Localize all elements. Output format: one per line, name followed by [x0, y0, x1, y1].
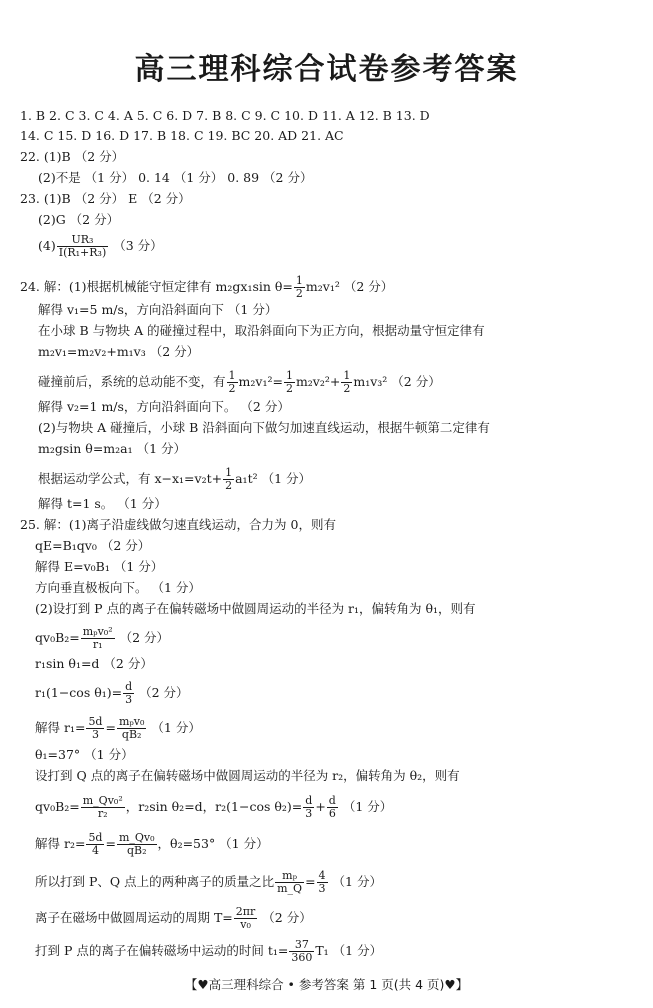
q24-fraction-half: [341, 370, 352, 395]
q25-line-8-text-a: r₁(1−cos θ₁)=: [35, 685, 123, 700]
q24-line-1-text-b: m₂v₁² （2 分）: [305, 279, 394, 294]
fraction-denominator: qB₂: [126, 844, 147, 857]
fraction-denominator: v₀: [240, 918, 251, 931]
fraction-denominator: 2: [343, 382, 351, 395]
q24-line-10: 解得 t=1 s。 （1 分）: [38, 496, 167, 511]
q25-fraction: [317, 870, 328, 895]
fraction-numerator: 2πr: [235, 905, 256, 918]
q22-line-2: (2)不是 （1 分） 0. 14 （1 分） 0. 89 （2 分）: [38, 170, 313, 185]
q25-line-15-text-a: 离子在磁场中做圆周运动的周期 T=: [35, 910, 233, 925]
page-footer: 【♥高三理科综合 • 参考答案 第 1 页(共 4 页)♥】: [184, 977, 469, 992]
fraction-denominator: 2: [295, 287, 303, 300]
mc-answers-row-1: 1. B 2. C 3. C 4. A 5. C 6. D 7. B 8. C 9. C 10. D 11. A 12. B 13. D: [20, 108, 430, 123]
q25-fraction: [123, 681, 134, 706]
q25-fraction: [234, 906, 258, 931]
q22-line-1: 22. (1)B （2 分）: [20, 149, 125, 164]
q25-fraction: [81, 795, 125, 820]
equals-sign: =: [105, 720, 116, 735]
q25-fraction: [327, 795, 338, 820]
q25-line-14-text-b: （1 分）: [328, 874, 382, 889]
q25-line-6: [35, 626, 169, 651]
q25-line-13: [35, 832, 269, 857]
fraction-numerator: d: [328, 794, 336, 807]
q23-line-3-prefix: (4): [38, 238, 56, 253]
q24-line-5-text-a: 碰撞前后，系统的总动能不变，有: [38, 374, 226, 389]
q24-line-9-text-a: 根据运动学公式，有 x−x₁=v₂t+: [38, 471, 223, 486]
q24-fraction-half: [227, 370, 238, 395]
q25-line-9: [35, 716, 201, 741]
q25-line-8: [35, 681, 189, 706]
fraction-denominator: r₂: [97, 807, 108, 820]
q25-fraction: [275, 870, 304, 895]
q23-fraction: [57, 234, 109, 259]
fraction-denominator: 3: [91, 728, 99, 741]
q24-fraction-half: [294, 275, 305, 300]
q25-line-12-text-b: ，r₂sin θ₂=d，r₂(1−cos θ₂)=: [125, 799, 303, 814]
q25-line-6-text-b: （2 分）: [115, 630, 170, 645]
page-title: 高三理科综合试卷参考答案: [134, 52, 519, 87]
fraction-numerator: d: [305, 794, 313, 807]
q25-line-12-text-c: （1 分）: [338, 799, 393, 814]
q25-fraction: [86, 832, 104, 857]
fraction-numerator: 1: [343, 369, 351, 382]
q24-line-7: (2)与物块 A 碰撞后，小球 B 沿斜面向下做匀加速直线运动，根据牛顿第二定律有: [38, 420, 490, 435]
q25-line-14: [35, 870, 382, 895]
fraction-denominator: r₁: [92, 638, 103, 651]
fraction-numerator: 1: [285, 369, 293, 382]
q25-line-11: 设打到 Q 点的离子在偏转磁场中做圆周运动的半径为 r₂，偏转角为 θ₂，则有: [35, 768, 460, 783]
fraction-numerator: m_Qv₀²: [82, 794, 123, 807]
fraction-numerator: mₚv₀²: [82, 625, 113, 638]
q24-fraction-half: [284, 370, 295, 395]
q25-line-3: 解得 E=v₀B₁ （1 分）: [35, 559, 164, 574]
mc-answers-row-2: 14. C 15. D 16. D 17. B 18. C 19. BC 20. AD 21. AC: [20, 128, 344, 143]
q25-line-15: [35, 906, 312, 931]
fraction-numerator: 1: [228, 369, 236, 382]
q25-line-12: [35, 795, 392, 820]
fraction-numerator: 1: [295, 274, 303, 287]
q25-line-7: r₁sin θ₁=d （2 分）: [35, 656, 153, 671]
fraction-denominator: 360: [291, 951, 313, 964]
q25-line-12-text-a: qv₀B₂=: [35, 799, 80, 814]
fraction-denominator: I(R₁+R₃): [58, 246, 107, 259]
q25-line-16-text-b: T₁ （1 分）: [315, 943, 383, 958]
q25-fraction: [81, 626, 115, 651]
q24-line-2: 解得 v₁=5 m/s，方向沿斜面向下 （1 分）: [38, 302, 278, 317]
q25-line-2: qE=B₁qv₀ （2 分）: [35, 538, 151, 553]
fraction-denominator: 3: [125, 693, 133, 706]
q24-line-4: m₂v₁=m₂v₂+m₁v₃ （2 分）: [38, 344, 200, 359]
q25-fraction: [86, 716, 104, 741]
q23-line-3-suffix: （3 分）: [109, 238, 163, 253]
q25-line-16: [35, 939, 382, 964]
q24-line-5: [38, 370, 441, 395]
fraction-numerator: m_Qv₀: [118, 831, 155, 844]
q25-line-14-text-a: 所以打到 P、Q 点上的两种离子的质量之比: [35, 874, 275, 889]
fraction-denominator: qB₂: [121, 728, 142, 741]
q25-line-13-text-b: ，θ₂=53° （1 分）: [157, 836, 269, 851]
fraction-denominator: 3: [318, 882, 326, 895]
q25-fraction: [289, 939, 314, 964]
q24-line-1: [20, 275, 393, 300]
q25-fraction: [117, 716, 146, 741]
fraction-numerator: mₚ: [275, 870, 304, 883]
q25-line-9-text-a: 解得 r₁=: [35, 720, 86, 735]
q25-line-16-text-a: 打到 P 点的离子在偏转磁场中运动的时间 t₁=: [35, 943, 289, 958]
q24-line-9-text-b: a₁t² （1 分）: [235, 471, 312, 486]
fraction-denominator: 2: [285, 382, 293, 395]
fraction-denominator: m_Q: [277, 882, 303, 895]
q24-line-9: [38, 467, 311, 492]
q24-fraction-half: [223, 467, 234, 492]
q25-line-5: (2)设打到 P 点的离子在偏转磁场中做圆周运动的半径为 r₁，偏转角为 θ₁，则有: [35, 601, 476, 616]
equals-sign: =: [105, 836, 116, 851]
q24-line-6: 解得 v₂=1 m/s，方向沿斜面向下。 （2 分）: [38, 399, 290, 414]
q25-line-1: 25. 解：(1)离子沿虚线做匀速直线运动，合力为 0，则有: [20, 517, 336, 532]
fraction-denominator: 3: [305, 807, 313, 820]
q23-line-2: (2)G （2 分）: [38, 212, 120, 227]
q24-line-5-text-b: m₂v₁²=: [238, 374, 283, 389]
q25-fraction: [303, 795, 314, 820]
q25-line-8-text-b: （2 分）: [135, 685, 189, 700]
plus-sign: +: [315, 799, 326, 814]
q25-line-6-text-a: qv₀B₂=: [35, 630, 80, 645]
fraction-numerator: d: [125, 680, 133, 693]
equals-sign: =: [305, 874, 316, 889]
q24-line-1-text-a: 24. 解：(1)根据机械能守恒定律有 m₂gx₁sin θ=: [20, 279, 293, 294]
fraction-numerator: 5d: [88, 831, 103, 844]
q25-line-15-text-b: （2 分）: [258, 910, 312, 925]
q25-fraction: [117, 832, 157, 857]
q25-line-9-text-b: （1 分）: [147, 720, 201, 735]
fraction-numerator: mₚv₀: [118, 715, 145, 728]
fraction-numerator: 37: [289, 939, 314, 952]
q24-line-8: m₂gsin θ=m₂a₁ （1 分）: [38, 441, 187, 456]
q24-line-3: 在小球 B 与物块 A 的碰撞过程中，取沿斜面向下为正方向，根据动量守恒定律有: [38, 323, 485, 338]
q23-line-3: [38, 234, 163, 259]
q25-line-10: θ₁=37° （1 分）: [35, 747, 134, 762]
fraction-numerator: UR₃: [57, 234, 109, 247]
q25-line-4: 方向垂直极板向下。 （1 分）: [35, 580, 201, 595]
fraction-denominator: 6: [328, 807, 336, 820]
q24-line-5-text-d: m₁v₃² （2 分）: [353, 374, 441, 389]
q23-line-1: 23. (1)B （2 分） E （2 分）: [20, 191, 191, 206]
q25-line-13-text-a: 解得 r₂=: [35, 836, 86, 851]
fraction-numerator: 4: [318, 869, 326, 882]
fraction-numerator: 1: [225, 466, 233, 479]
fraction-denominator: 2: [228, 382, 236, 395]
q24-line-5-text-c: m₂v₂²+: [295, 374, 341, 389]
fraction-numerator: 5d: [88, 715, 103, 728]
fraction-denominator: 2: [225, 479, 233, 492]
fraction-denominator: 4: [91, 844, 99, 857]
